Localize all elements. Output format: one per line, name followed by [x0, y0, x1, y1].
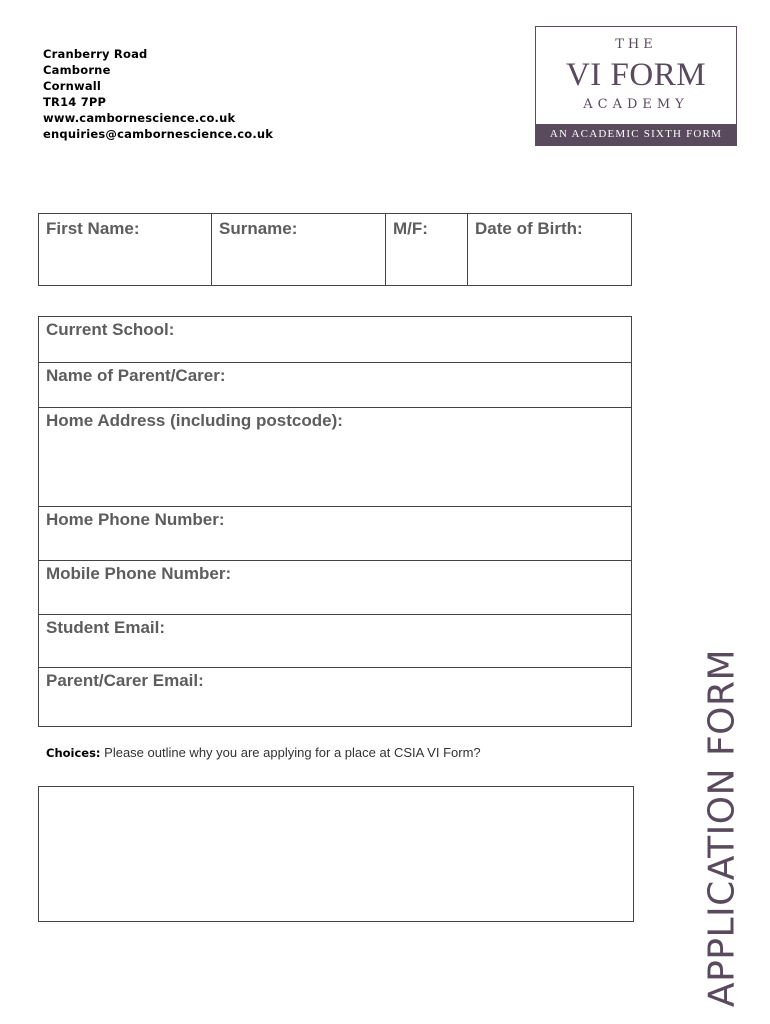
- mobile-phone-field[interactable]: [39, 561, 631, 615]
- choices-question: Please outline why you are applying for a place at CSIA VI Form?: [104, 745, 481, 760]
- logo-academy: ACADEMY: [583, 97, 689, 112]
- home-address-label: Home Address (including postcode):: [46, 411, 343, 430]
- address-county: Cornwall: [43, 79, 102, 93]
- date-of-birth-field[interactable]: [468, 214, 631, 285]
- choices-label: Choices:: [46, 746, 101, 760]
- student-email-label: Student Email:: [46, 618, 166, 637]
- school-address: [43, 46, 273, 142]
- choices-prompt: [46, 745, 481, 760]
- student-email-field[interactable]: [39, 615, 631, 668]
- mobile-phone-label: Mobile Phone Number:: [46, 564, 232, 583]
- contact-details-table: [38, 316, 632, 727]
- parent-carer-name-field[interactable]: [39, 363, 631, 408]
- application-form-title: APPLICATION FORM: [701, 648, 743, 1008]
- first-name-field[interactable]: [39, 214, 212, 285]
- parent-carer-email-field[interactable]: [39, 668, 631, 726]
- address-email: enquiries@cambornescience.co.uk: [43, 127, 274, 141]
- address-postcode: TR14 7PP: [43, 95, 107, 109]
- personal-details-table: [38, 213, 632, 286]
- surname-label: Surname:: [219, 219, 298, 238]
- logo-the: THE: [615, 37, 657, 52]
- home-phone-field[interactable]: [39, 507, 631, 561]
- vi-form-academy-logo: [535, 26, 737, 146]
- address-town: Camborne: [43, 63, 111, 77]
- logo-tagline: AN ACADEMIC SIXTH FORM: [536, 124, 736, 145]
- address-street: Cranberry Road: [43, 47, 148, 61]
- date-of-birth-label: Date of Birth:: [475, 219, 583, 238]
- current-school-label: Current School:: [46, 320, 175, 339]
- gender-label: M/F:: [393, 219, 428, 238]
- current-school-field[interactable]: [39, 317, 631, 363]
- address-website: www.cambornescience.co.uk: [43, 111, 236, 125]
- first-name-label: First Name:: [46, 219, 140, 238]
- parent-carer-name-label: Name of Parent/Carer:: [46, 366, 226, 385]
- parent-carer-email-label: Parent/Carer Email:: [46, 671, 204, 690]
- home-phone-label: Home Phone Number:: [46, 510, 225, 529]
- surname-field[interactable]: [212, 214, 386, 285]
- gender-field[interactable]: [386, 214, 468, 285]
- choices-answer-box[interactable]: [38, 786, 634, 922]
- logo-name: VI FORM: [565, 57, 707, 93]
- home-address-field[interactable]: [39, 408, 631, 507]
